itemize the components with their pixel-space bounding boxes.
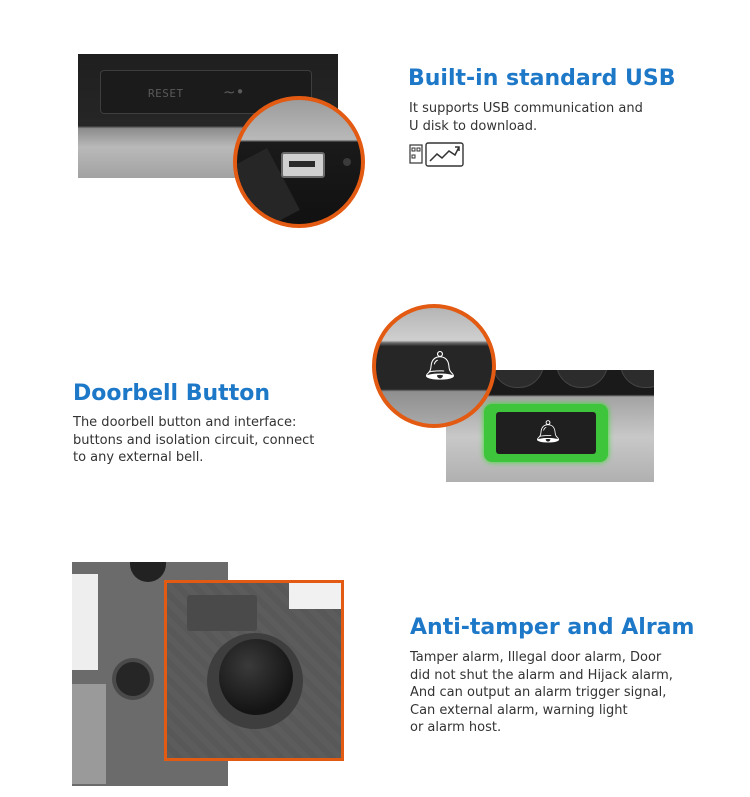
doorbell-section-title: Doorbell Button	[73, 381, 270, 406]
usb-port-zoom	[233, 96, 365, 228]
usb-port-icon	[281, 152, 325, 178]
tamper-plunger	[219, 639, 293, 715]
tamper-description-line: Can external alarm, warning light	[410, 702, 628, 718]
zoom-dark-slot	[187, 595, 257, 631]
bell-icon: 🔔︎	[422, 349, 458, 382]
usb-symbol-icon: ∼•	[223, 83, 245, 101]
keypad-key	[556, 370, 608, 388]
doorbell-section-description	[73, 414, 314, 467]
doorbell-description-line: to any external bell.	[73, 450, 204, 465]
doorbell-key-zoom	[372, 304, 496, 428]
usb-section-title: Built-in standard USB	[408, 66, 676, 91]
bell-icon: 🔔︎	[534, 420, 562, 445]
doorbell-description-line: buttons and isolation circuit, connect	[73, 432, 315, 448]
photo-gray-block	[72, 684, 106, 784]
tamper-description-line: Tamper alarm, Illegal door alarm, Door	[410, 650, 662, 665]
reset-label: RESET	[148, 87, 184, 100]
photo-knob	[130, 562, 166, 582]
usb-description-line: It supports USB communication and	[409, 101, 643, 116]
tamper-section-description	[410, 649, 673, 737]
doorbell-description-line: The doorbell button and interface:	[73, 415, 297, 430]
photo-white-tab	[72, 574, 98, 670]
reset-hole	[343, 158, 351, 166]
tamper-description-line: And can output an alarm trigger signal,	[410, 685, 667, 700]
zoom-white-corner	[289, 580, 344, 609]
tamper-switch-small	[116, 662, 150, 696]
doorbell-key	[496, 412, 596, 454]
tamper-description-line: did not shut the alarm and Hijack alarm,	[410, 667, 673, 683]
u-disk-download-icon	[409, 142, 465, 168]
usb-section-description	[409, 100, 643, 135]
keypad-key	[492, 370, 544, 388]
keypad-key	[620, 370, 654, 388]
tamper-section-title: Anti-tamper and Alram	[410, 615, 695, 640]
tamper-switch-zoom	[164, 580, 344, 761]
usb-description-line: U disk to download.	[409, 118, 538, 134]
tamper-description-line: or alarm host.	[410, 720, 502, 735]
